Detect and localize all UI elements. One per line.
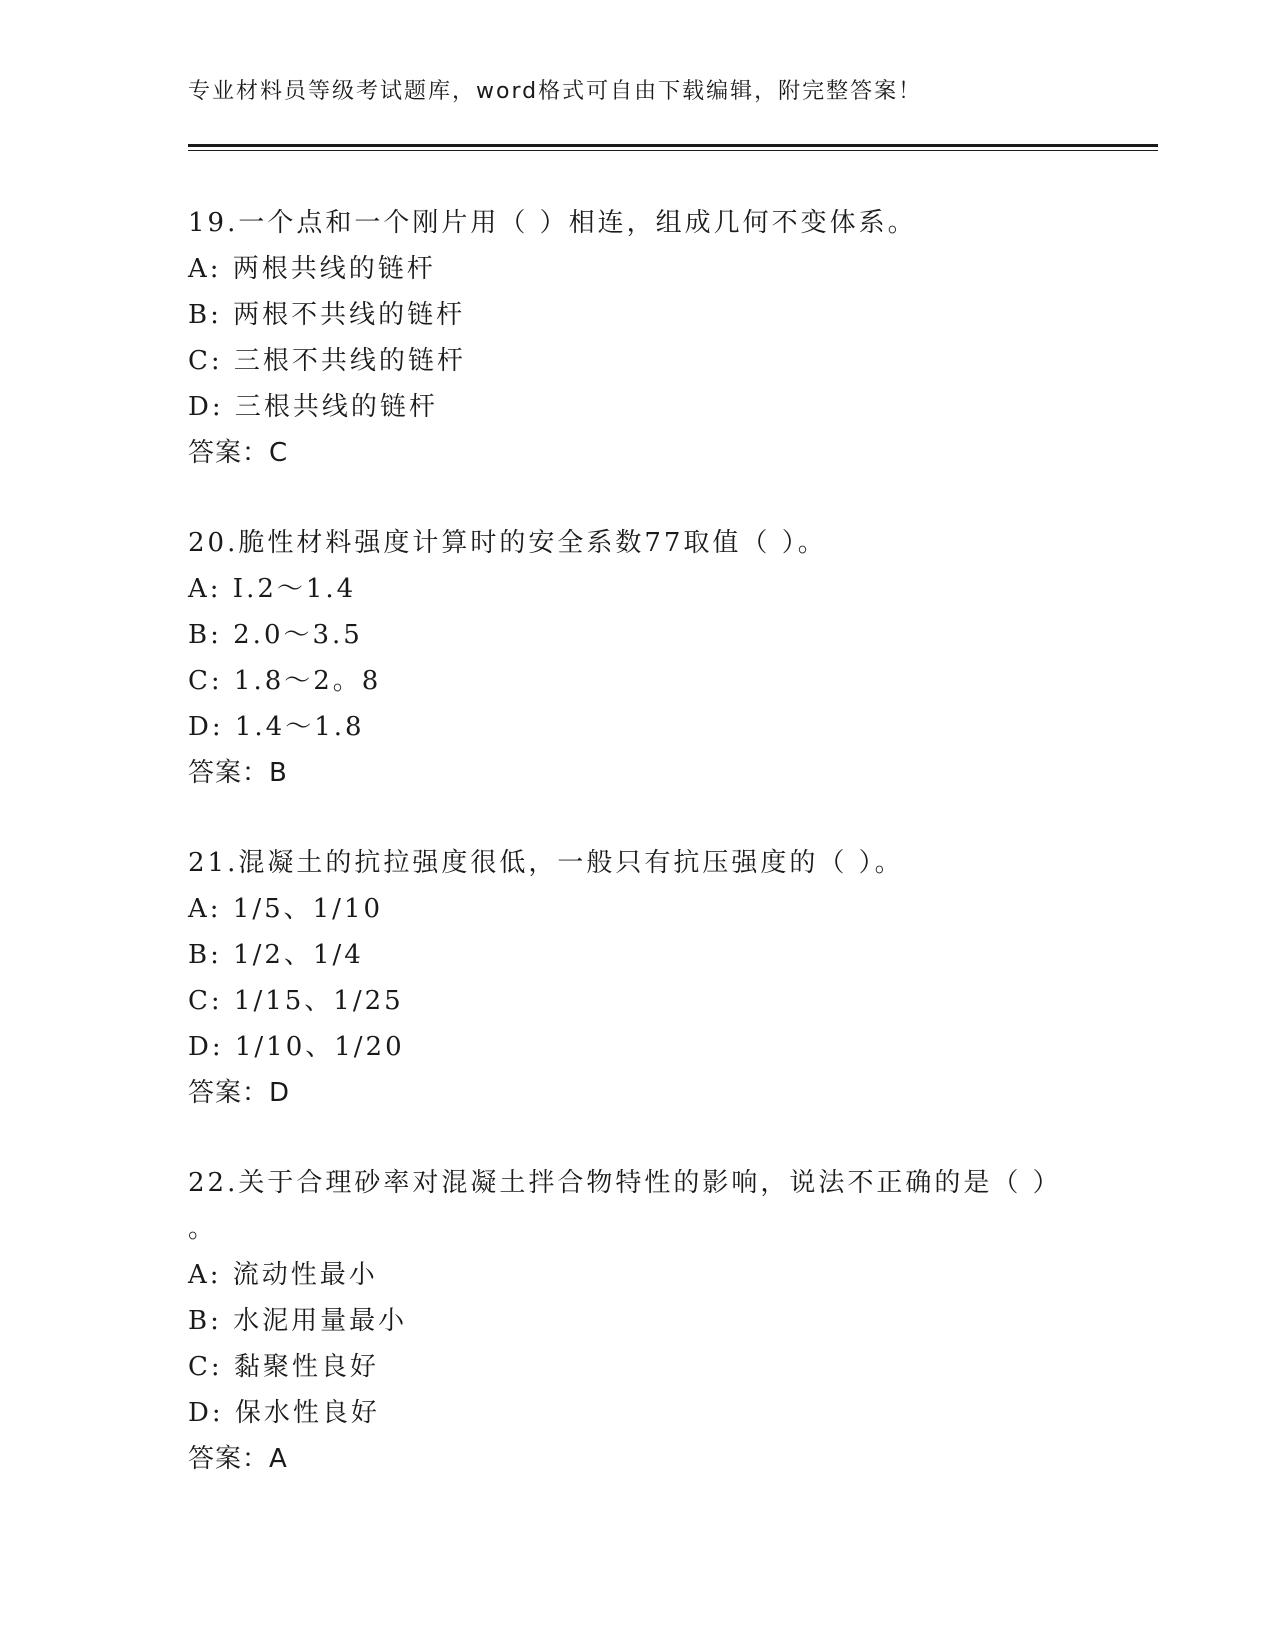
answer: 答案：A xyxy=(188,1444,288,1474)
header-rule-thick xyxy=(188,144,1158,147)
answer: 答案：C xyxy=(188,438,289,468)
option-a: A: 流动性最小 xyxy=(188,1260,378,1290)
option-c: C: 1.8～2。8 xyxy=(188,666,382,696)
answer: 答案：B xyxy=(188,758,288,788)
option-d: D: 1/10、1/20 xyxy=(188,1032,405,1062)
option-a: A: I.2～1.4 xyxy=(188,574,357,604)
question-19 xyxy=(188,200,1088,476)
page-header: 专业材料员等级考试题库，word格式可自由下载编辑，附完整答案！ xyxy=(188,79,923,104)
option-c: C: 黏聚性良好 xyxy=(188,1352,379,1382)
option-b: B: 2.0～3.5 xyxy=(188,620,363,650)
option-a: A: 两根共线的链杆 xyxy=(188,254,436,284)
question-22 xyxy=(188,1160,1088,1482)
question-list xyxy=(188,200,1088,1526)
header-rule-thin xyxy=(188,150,1158,151)
option-d: D: 保水性良好 xyxy=(188,1398,380,1428)
question-text: 22.关于合理砂率对混凝土拌合物特性的影响，说法不正确的是（ ） xyxy=(188,1168,1062,1198)
option-a: A: 1/5、1/10 xyxy=(188,894,384,924)
answer: 答案：D xyxy=(188,1078,291,1108)
question-text: 21.混凝土的抗拉强度很低，一般只有抗压强度的（ ）。 xyxy=(188,848,904,878)
option-b: B: 水泥用量最小 xyxy=(188,1306,408,1336)
option-d: D: 1.4～1.8 xyxy=(188,712,365,742)
question-text-continued: 。 xyxy=(188,1214,218,1244)
question-text: 19.一个点和一个刚片用（ ）相连，组成几何不变体系。 xyxy=(188,208,917,238)
question-21 xyxy=(188,840,1088,1116)
question-20 xyxy=(188,520,1088,796)
question-text: 20.脆性材料强度计算时的安全系数77取值（ ）。 xyxy=(188,528,827,558)
option-b: B: 1/2、1/4 xyxy=(188,940,364,970)
option-c: C: 1/15、1/25 xyxy=(188,986,404,1016)
option-b: B: 两根不共线的链杆 xyxy=(188,300,466,330)
option-d: D: 三根共线的链杆 xyxy=(188,392,438,422)
option-c: C: 三根不共线的链杆 xyxy=(188,346,466,376)
